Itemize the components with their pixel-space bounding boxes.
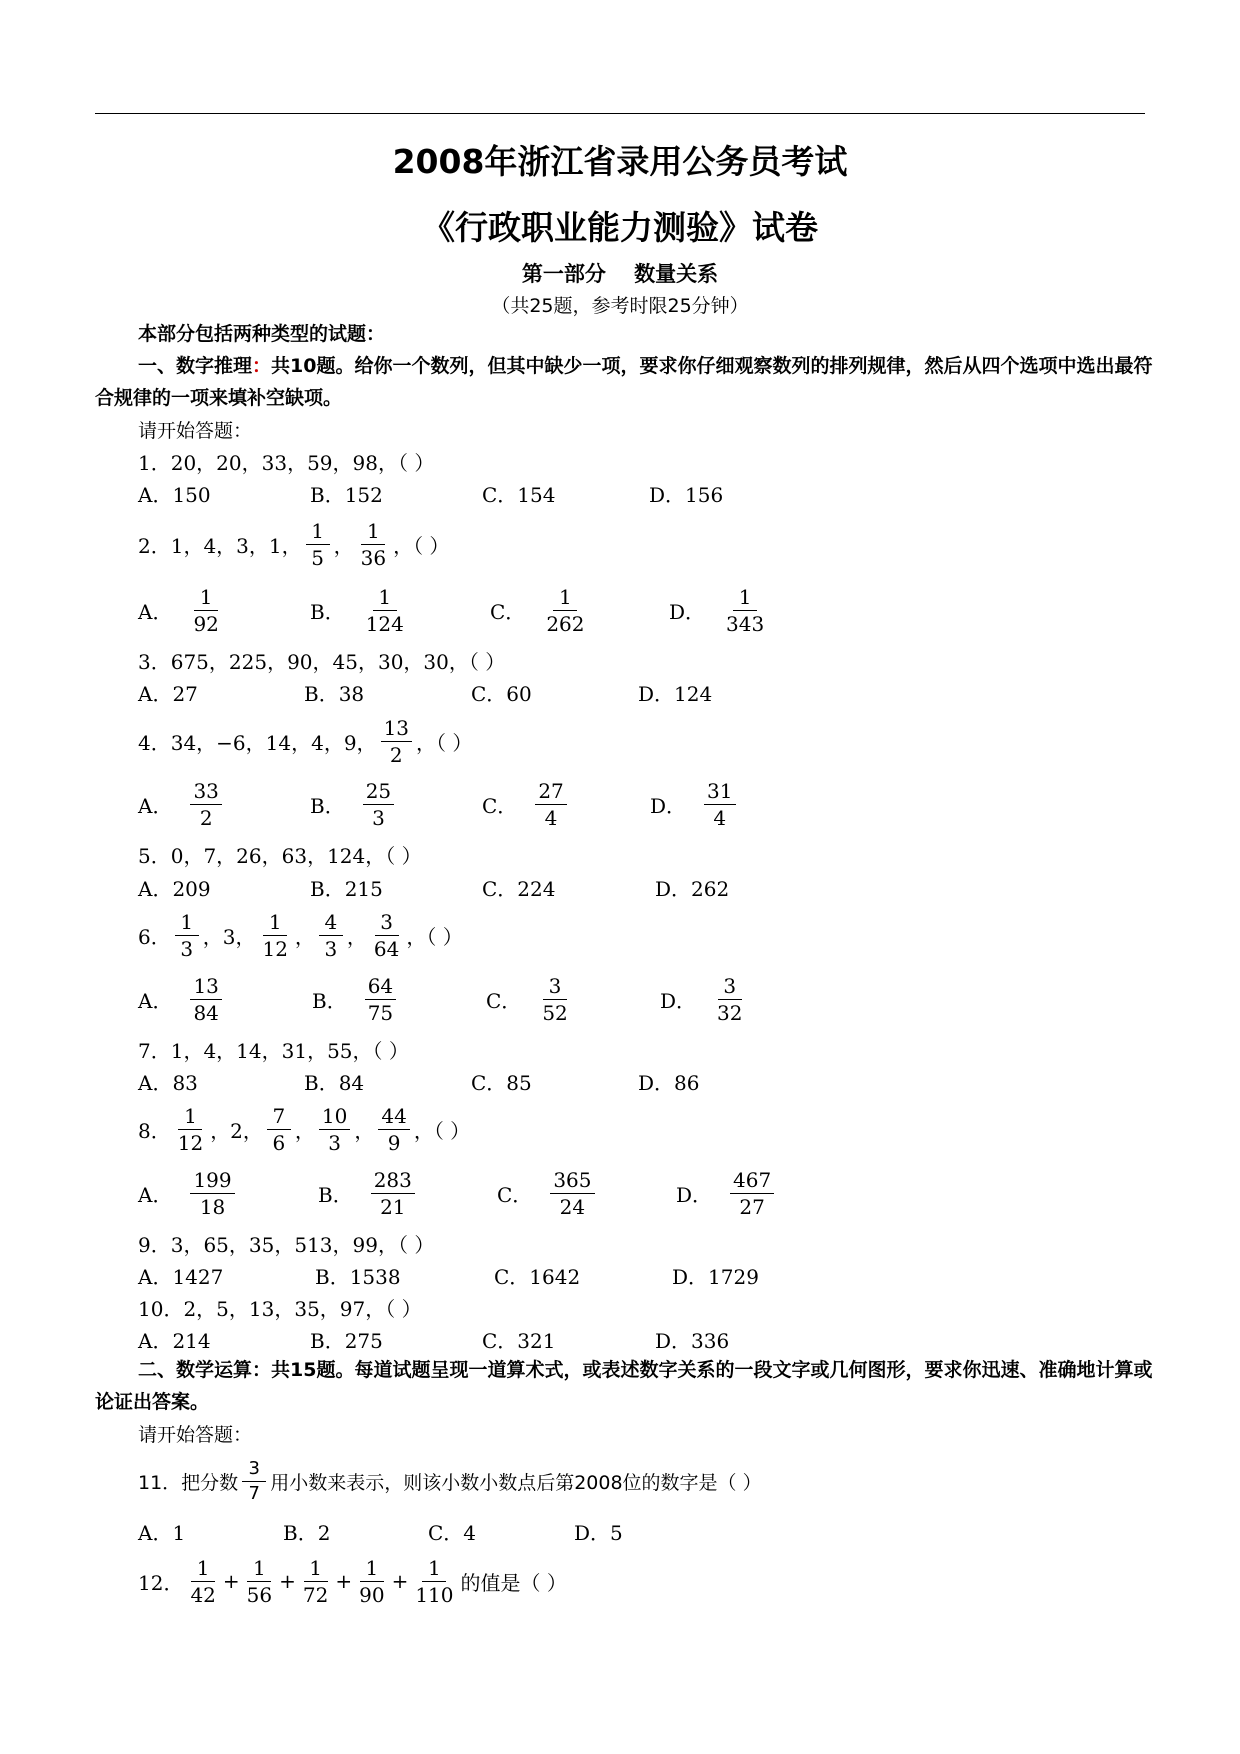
q2-option-d: D． $\frac{1}{343}$ (669, 584, 765, 636)
q1-option-c: C．154 (482, 482, 556, 507)
q9-option-a: A．1427 (138, 1264, 224, 1289)
fraction: $\frac{7}{6}$ (267, 1103, 291, 1156)
question-9: 9．3，65，35，513，99，（ ） (138, 1232, 435, 1257)
q1-option-d: D．156 (649, 482, 724, 507)
q3-option-b: B．38 (304, 681, 365, 706)
header-rule (95, 113, 1145, 114)
q5-option-b: B．215 (310, 876, 383, 901)
q2-option-a: A． $\frac{1}{92}$ (138, 584, 219, 636)
q4-option-c: C． $\frac{27}{4}$ (482, 773, 571, 835)
question-8: 8． $\frac{1}{12}$ ，2， $\frac{7}{6}$ ， $\frac{10}{3}$ ， $\frac{44}{9}$ ，（ ） (138, 1103, 471, 1155)
q6-option-d: D． $\frac{3}{32}$ (660, 973, 743, 1025)
question-2: 2．1，4，3，1， $\frac{1}{5}$ ， $\frac{1}{36}$ ，（ ） (138, 518, 450, 570)
intro-text: 本部分包括两种类型的试题： (138, 323, 386, 345)
fraction: $\frac{13}{2}$ (381, 715, 412, 768)
question-12: 12． $\frac{1}{42}$ + $\frac{1}{56}$ + $\frac{1}{72}$ + $\frac{1}{90}$ + $\frac{1}{110}$ 的值是（ ） (138, 1555, 567, 1607)
q8-option-b: B． $\frac{283}{21}$ (318, 1162, 419, 1224)
question-3-options (138, 677, 1138, 707)
q3-option-a: A．27 (138, 681, 198, 706)
part1-description (95, 350, 1155, 414)
part1-head: 一、数字推理 (138, 355, 253, 377)
fraction: $\frac{1}{42}$ (190, 1555, 216, 1607)
q9-option-d: D．1729 (672, 1264, 759, 1289)
part2-description: 二、数学运算：共15题。每道试题呈现一道算术式，或表述数字关系的一段文字或几何图形，要求你迅速、准确地计算或论证出答案。 (95, 1359, 1153, 1413)
question-9-options (138, 1260, 1138, 1290)
q9-option-c: C．1642 (494, 1264, 581, 1289)
q4-option-a: A． $\frac{33}{2}$ (138, 773, 226, 835)
fraction: $\frac{1}{56}$ (246, 1555, 273, 1607)
q1-option-a: A．150 (138, 482, 211, 507)
fraction: $\frac{1}{36}$ (360, 518, 387, 570)
fraction: $\frac{1}{90}$ (359, 1555, 385, 1607)
fraction: $\frac{44}{9}$ (378, 1103, 409, 1156)
q7-option-c: C．85 (471, 1070, 532, 1095)
part1-desc: 共10题。给你一个数列，但其中缺少一项，要求你仔细观察数列的排列规律，然后从四个选项中选出最符合规律的一项来填补空缺项。 (95, 355, 1153, 409)
fraction: $\frac{1}{110}$ (415, 1555, 454, 1607)
question-11: 11．把分数 $\frac{3}{7}$ 用小数来表示，则该小数小数点后第2008位的数字是（ ） (138, 1457, 762, 1504)
q4-option-b: B． $\frac{25}{3}$ (310, 773, 398, 835)
exam-title: 2008年浙江省录用公务员考试 (392, 142, 848, 181)
q10-option-c: C．321 (482, 1328, 556, 1353)
q5-option-c: C．224 (482, 876, 556, 901)
question-1-options (138, 478, 1138, 508)
q3-option-c: C．60 (471, 681, 532, 706)
question-8-options (138, 1162, 1138, 1224)
q8-option-d: D． $\frac{467}{27}$ (676, 1162, 778, 1224)
q3-option-d: D．124 (638, 681, 713, 706)
q10-option-a: A．214 (138, 1328, 211, 1353)
question-7: 7．1，4，14，31，55，（ ） (138, 1038, 409, 1063)
q6-option-c: C． $\frac{3}{52}$ (486, 973, 568, 1025)
question-10: 10．2，5，13，35，97，（ ） (138, 1296, 422, 1321)
question-6: 6． $\frac{1}{3}$ ，3， $\frac{1}{12}$ ， $\frac{4}{3}$ ， $\frac{3}{64}$ ，（ ） (138, 909, 463, 961)
q11-option-c: C．4 (428, 1520, 477, 1545)
q7-option-b: B．84 (304, 1070, 365, 1095)
q11-option-b: B．2 (283, 1520, 331, 1545)
q1-option-b: B．152 (310, 482, 383, 507)
question-4-options (138, 773, 1138, 835)
exam-subtitle: 《行政职业能力测验》试卷 (422, 208, 818, 247)
question-11-options (138, 1516, 1138, 1546)
q7-option-d: D．86 (638, 1070, 700, 1095)
q11-option-a: A．1 (138, 1520, 186, 1545)
q9-option-b: B．1538 (315, 1264, 401, 1289)
q11-option-d: D．5 (574, 1520, 623, 1545)
fraction: $\frac{1}{5}$ (306, 518, 330, 571)
q4-option-d: D． $\frac{31}{4}$ (650, 773, 740, 835)
q10-option-d: D．336 (655, 1328, 730, 1353)
q6-option-a: A． $\frac{13}{84}$ (138, 968, 226, 1030)
fraction: $\frac{1}{12}$ (262, 909, 288, 961)
fraction: $\frac{3}{64}$ (373, 909, 400, 961)
q5-option-a: A．209 (138, 876, 211, 901)
fraction: $\frac{1}{72}$ (302, 1555, 329, 1607)
fraction: $\frac{4}{3}$ (319, 909, 343, 962)
question-7-options (138, 1066, 1138, 1096)
q8-option-c: C． $\frac{365}{24}$ (497, 1162, 599, 1224)
q2-option-b: B． $\frac{1}{124}$ (310, 584, 404, 636)
fraction: $\frac{10}{3}$ (319, 1103, 350, 1156)
q2-option-c: C． $\frac{1}{262}$ (490, 584, 585, 636)
q10-option-b: B．275 (310, 1328, 383, 1353)
question-1: 1．20，20，33，59，98，（ ） (138, 450, 435, 475)
q8-option-a: A． $\frac{199}{18}$ (138, 1162, 239, 1224)
fraction: $\frac{3}{7}$ (242, 1457, 266, 1506)
question-6-options (138, 968, 1138, 1030)
q7-option-a: A．83 (138, 1070, 198, 1095)
question-4: 4．34，−6，14，4，9， $\frac{13}{2}$ ，（ ） (138, 715, 473, 767)
part1-start: 请开始答题： (138, 419, 253, 442)
question-2-options (138, 579, 1138, 641)
fraction: $\frac{1}{12}$ (177, 1103, 204, 1155)
q6-option-b: B． $\frac{64}{75}$ (312, 968, 400, 1030)
q5-option-d: D．262 (655, 876, 730, 901)
question-5: 5．0，7，26，63，124，（ ） (138, 843, 422, 868)
section-note: （共25题，参考时限25分钟） (491, 295, 749, 317)
question-10-options (138, 1324, 1138, 1354)
fraction: $\frac{1}{3}$ (175, 909, 199, 962)
part1-colon: ： (252, 355, 272, 377)
question-3: 3．675，225，90，45，30，30，（ ） (138, 649, 506, 674)
section-title: 第一部分 数量关系 (521, 262, 719, 286)
part2-start: 请开始答题： (138, 1423, 253, 1446)
question-5-options (138, 872, 1138, 902)
